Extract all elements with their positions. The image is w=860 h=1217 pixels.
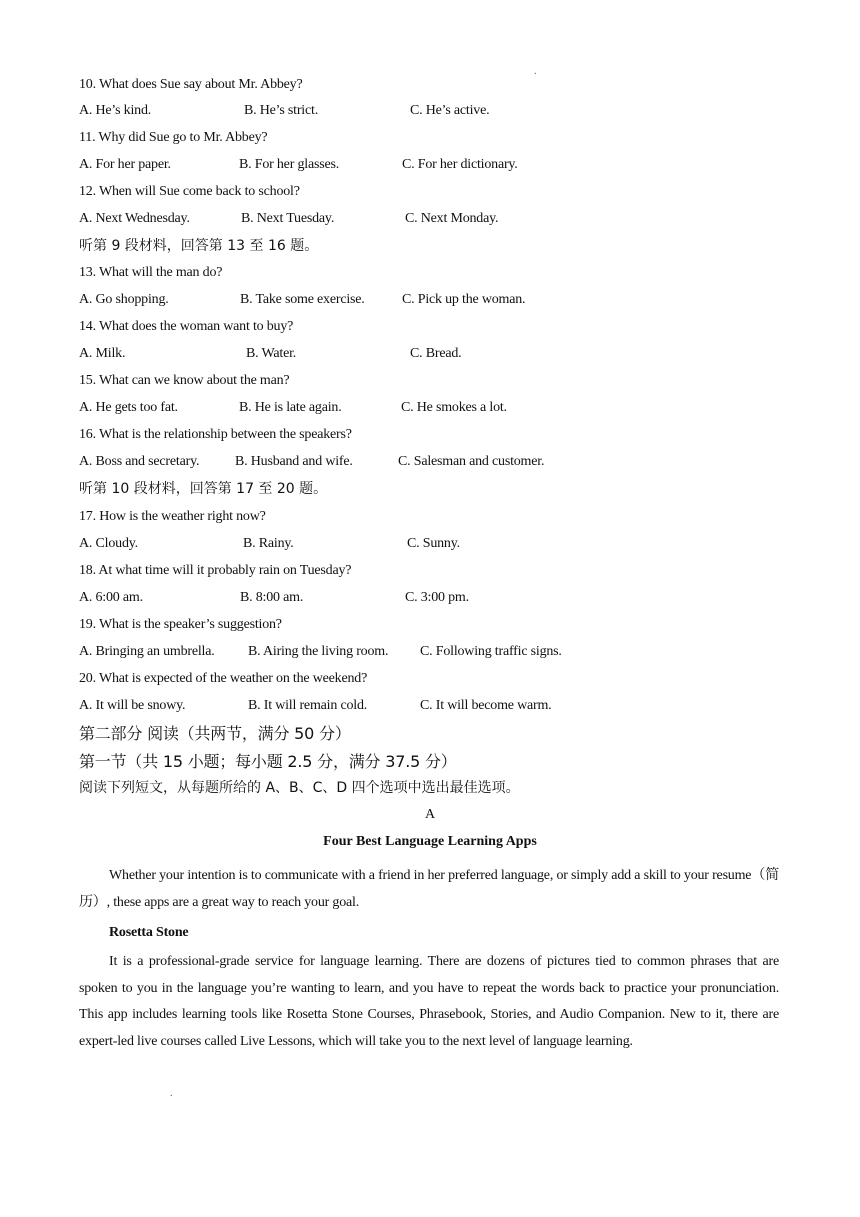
reading-instructions: 阅读下列短文，从每题所给的 A、B、C、D 四个选项中选出最佳选项。 bbox=[79, 780, 520, 796]
question-19: 19. What is the speaker’s suggestion? bbox=[79, 617, 282, 632]
page-mark-top: . bbox=[534, 66, 537, 77]
option-b: B. Husband and wife. bbox=[235, 454, 353, 469]
option-c: C. It will become warm. bbox=[420, 698, 552, 713]
option-b: B. Airing the living room. bbox=[248, 644, 389, 659]
option-a: A. Milk. bbox=[79, 346, 126, 361]
option-c: C. Next Monday. bbox=[405, 211, 499, 226]
intro-paragraph bbox=[79, 863, 779, 916]
option-b: B. 8:00 am. bbox=[240, 590, 304, 605]
passage-title: Four Best Language Learning Apps bbox=[323, 834, 537, 849]
app1-paragraph bbox=[79, 949, 779, 1055]
question-18: 18. At what time will it probably rain on Tuesday? bbox=[79, 563, 352, 578]
intro-text: Whether your intention is to communicate with a friend in her preferred language, or simply add a skill to your resume（简历）, these apps are a great way to reach your goal. bbox=[79, 868, 779, 910]
question-20: 20. What is expected of the weather on the weekend? bbox=[79, 671, 368, 686]
option-a: A. 6:00 am. bbox=[79, 590, 143, 605]
passage-letter: A bbox=[424, 807, 436, 822]
option-a: A. He gets too fat. bbox=[79, 400, 178, 415]
option-b: B. It will remain cold. bbox=[248, 698, 368, 713]
option-b: B. Water. bbox=[246, 346, 297, 361]
option-a: A. He’s kind. bbox=[79, 103, 152, 118]
option-b: B. Take some exercise. bbox=[240, 292, 365, 307]
question-11: 11. Why did Sue go to Mr. Abbey? bbox=[79, 130, 268, 145]
question-12: 12. When will Sue come back to school? bbox=[79, 184, 300, 199]
option-c: C. 3:00 pm. bbox=[405, 590, 469, 605]
option-c: C. Bread. bbox=[410, 346, 462, 361]
question-15: 15. What can we know about the man? bbox=[79, 373, 290, 388]
section-10-heading: 听第 10 段材料，回答第 17 至 20 题。 bbox=[79, 481, 328, 497]
question-13: 13. What will the man do? bbox=[79, 265, 223, 280]
app1-text: It is a professional-grade service for language learning. There are dozens of pictures tied to common phrases that are spoken to you in the language you’re wanting to learn, and you have to repeat the words back to practice your pronunciation. This app includes learning tools like Rosetta Stone Courses, Phrasebook, Stories, and Audio Companion. New to it, there are expert-led live courses called Live Lessons, which will take you to the next level of language learning. bbox=[79, 954, 779, 1049]
option-c: C. Pick up the woman. bbox=[402, 292, 526, 307]
option-c: C. Following traffic signs. bbox=[420, 644, 562, 659]
option-b: B. He is late again. bbox=[239, 400, 342, 415]
option-c: C. He’s active. bbox=[410, 103, 490, 118]
option-c: C. Salesman and customer. bbox=[398, 454, 545, 469]
option-b: B. Rainy. bbox=[243, 536, 294, 551]
option-a: A. For her paper. bbox=[79, 157, 171, 172]
part2-title: 第二部分 阅读（共两节，满分 50 分） bbox=[79, 724, 351, 743]
option-c: C. For her dictionary. bbox=[402, 157, 518, 172]
option-b: B. For her glasses. bbox=[239, 157, 340, 172]
question-16: 16. What is the relationship between the speakers? bbox=[79, 427, 352, 442]
part2-section1-title: 第一节（共 15 小题；每小题 2.5 分，满分 37.5 分） bbox=[79, 752, 457, 771]
option-a: A. Boss and secretary. bbox=[79, 454, 200, 469]
app1-name: Rosetta Stone bbox=[109, 925, 189, 940]
option-a: A. It will be snowy. bbox=[79, 698, 186, 713]
option-a: A. Go shopping. bbox=[79, 292, 169, 307]
option-a: A. Bringing an umbrella. bbox=[79, 644, 215, 659]
option-a: A. Cloudy. bbox=[79, 536, 138, 551]
page-mark-bottom: . bbox=[170, 1088, 173, 1099]
option-a: A. Next Wednesday. bbox=[79, 211, 190, 226]
section-9-heading: 听第 9 段材料，回答第 13 至 16 题。 bbox=[79, 238, 319, 254]
question-14: 14. What does the woman want to buy? bbox=[79, 319, 294, 334]
option-c: C. He smokes a lot. bbox=[401, 400, 507, 415]
option-b: B. Next Tuesday. bbox=[241, 211, 335, 226]
option-c: C. Sunny. bbox=[407, 536, 460, 551]
option-b: B. He’s strict. bbox=[244, 103, 318, 118]
question-17: 17. How is the weather right now? bbox=[79, 509, 266, 524]
question-10: 10. What does Sue say about Mr. Abbey? bbox=[79, 77, 303, 92]
